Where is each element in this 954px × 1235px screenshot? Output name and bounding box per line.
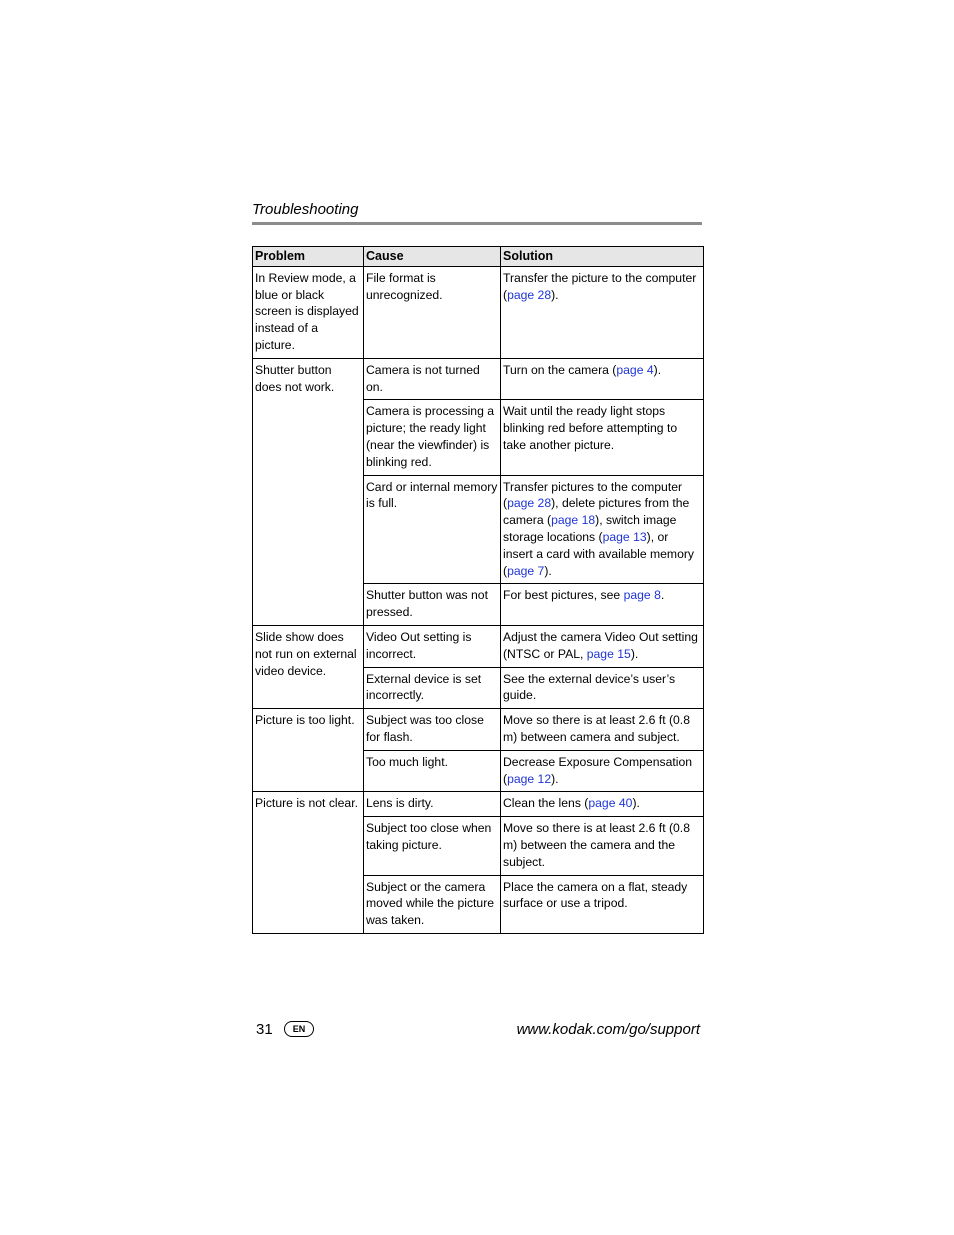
- solution-text: Turn on the camera (: [503, 362, 617, 377]
- solution-text: Transfer the picture to the computer (: [503, 270, 697, 302]
- page-number: 31: [256, 1021, 273, 1038]
- cause-cell: Lens is dirty.: [364, 792, 501, 817]
- column-header-problem: Problem: [253, 247, 364, 267]
- support-url[interactable]: www.kodak.com/go/support: [516, 1021, 700, 1038]
- solution-text: .: [660, 588, 665, 603]
- solution-text: ), or insert a card with available memory (: [503, 529, 695, 578]
- table-body: [253, 266, 704, 933]
- solution-cell: [501, 817, 704, 875]
- cause-cell: Shutter button was not pressed.: [364, 584, 501, 626]
- solution-text: Clean the lens (: [503, 796, 589, 811]
- table-row: [253, 266, 704, 358]
- problem-cell: Picture is not clear.: [253, 792, 364, 934]
- solution-cell: [501, 667, 704, 709]
- problem-cell: Slide show does not run on external video device.: [253, 625, 364, 708]
- column-header-solution: Solution: [501, 247, 704, 267]
- cause-cell: Card or internal memory is full.: [364, 475, 501, 584]
- solution-text: Adjust the camera Video Out setting (NTSC or PAL,: [503, 629, 698, 661]
- cause-cell: Too much light.: [364, 750, 501, 792]
- solution-text: Move so there is at least 2.6 ft (0.8 m) between camera and subject.: [503, 713, 690, 744]
- solution-text: Transfer pictures to the computer (: [503, 479, 683, 511]
- column-header-cause: Cause: [364, 247, 501, 267]
- solution-cell: [501, 358, 704, 400]
- table-row: [253, 358, 704, 400]
- solution-cell: [501, 709, 704, 751]
- solution-text: ), delete pictures from the camera (: [503, 496, 690, 528]
- cause-cell: Video Out setting is incorrect.: [364, 625, 501, 667]
- solution-cell: [501, 475, 704, 584]
- problem-cell: In Review mode, a blue or black screen is displayed instead of a picture.: [253, 266, 364, 358]
- page-link[interactable]: page 28: [507, 496, 552, 511]
- page-link[interactable]: page 40: [588, 796, 633, 811]
- solution-text: ).: [632, 796, 640, 811]
- cause-cell: Subject too close when taking picture.: [364, 817, 501, 875]
- solution-text: ).: [551, 771, 559, 786]
- page-link[interactable]: page 7: [507, 563, 545, 578]
- cause-cell: Camera is processing a picture; the ready light (near the viewfinder) is blinking red.: [364, 400, 501, 475]
- solution-text: For best pictures, see: [503, 588, 624, 603]
- header-rule: [252, 222, 702, 225]
- solution-text: ).: [630, 646, 639, 661]
- cause-cell: External device is set incorrectly.: [364, 667, 501, 709]
- troubleshooting-table: [252, 246, 704, 934]
- solution-cell: [501, 875, 704, 933]
- solution-cell: [501, 266, 704, 358]
- table-row: [253, 792, 704, 817]
- page-link[interactable]: page 8: [623, 588, 661, 603]
- solution-text: See the external device’s user’s guide.: [503, 671, 676, 703]
- solution-text: Move so there is at least 2.6 ft (0.8 m) between the camera and the subject.: [503, 821, 690, 869]
- cause-cell: Camera is not turned on.: [364, 358, 501, 400]
- solution-text: ), switch image storage locations (: [503, 513, 677, 544]
- page-link[interactable]: page 15: [586, 646, 631, 661]
- page-link[interactable]: page 18: [551, 513, 596, 528]
- cause-cell: File format is unrecognized.: [364, 266, 501, 358]
- cause-cell: Subject or the camera moved while the picture was taken.: [364, 875, 501, 933]
- table-header-row: [253, 247, 704, 267]
- problem-cell: Shutter button does not work.: [253, 358, 364, 625]
- language-badge: EN: [284, 1021, 314, 1037]
- page-link[interactable]: page 12: [507, 771, 552, 786]
- solution-text: Place the camera on a flat, steady surface or use a tripod.: [503, 879, 688, 911]
- solution-cell: [501, 792, 704, 817]
- problem-cell: Picture is too light.: [253, 709, 364, 792]
- solution-cell: [501, 750, 704, 792]
- solution-cell: [501, 625, 704, 667]
- page-link[interactable]: page 4: [616, 362, 654, 377]
- solution-cell: [501, 400, 704, 475]
- solution-text: ).: [551, 287, 559, 302]
- solution-text: Wait until the ready light stops blinking red before attempting to take another picture.: [503, 404, 678, 452]
- cause-cell: Subject was too close for flash.: [364, 709, 501, 751]
- section-title: Troubleshooting: [252, 201, 359, 218]
- solution-text: ).: [653, 362, 662, 377]
- page-link[interactable]: page 28: [507, 287, 552, 302]
- solution-text: ).: [544, 563, 552, 578]
- solution-text: Decrease Exposure Compensation (: [503, 754, 693, 786]
- page-link[interactable]: page 13: [602, 529, 647, 544]
- table-row: [253, 709, 704, 751]
- solution-cell: [501, 584, 704, 626]
- table-row: [253, 625, 704, 667]
